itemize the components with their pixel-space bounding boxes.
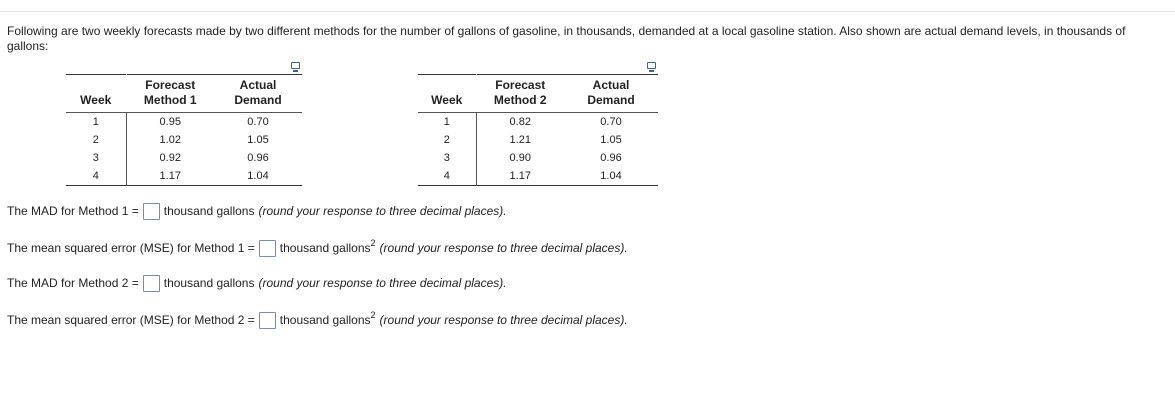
question-unit [164, 276, 255, 290]
cell-week: 2 [418, 131, 476, 149]
copy-table-icon[interactable] [291, 62, 300, 69]
question-unit [279, 238, 376, 255]
mad-method-2-input[interactable] [143, 275, 160, 292]
table-method-2 [418, 74, 658, 186]
header-forecast [126, 75, 214, 113]
cell-week: 1 [418, 113, 476, 132]
header-forecast-line2: Method 2 [493, 93, 547, 107]
table-row [418, 131, 658, 149]
unit-text: thousand gallons [279, 241, 371, 255]
problem-intro: Following are two weekly forecasts made by two different methods for the number of gallons of gasoline, in thousands, demanded at a local gasoline station. Also shown are actual demand levels, in thousands of gallons: [7, 24, 1126, 53]
copy-table-icon[interactable] [647, 62, 656, 69]
header-forecast-line1: Forecast [145, 78, 196, 92]
header-actual-line2: Demand [234, 93, 282, 107]
cell-week: 1 [66, 113, 126, 132]
header-week: Week [418, 75, 476, 113]
unit-text: thousand gallons [163, 204, 255, 218]
header-forecast [476, 75, 564, 113]
table-row [418, 167, 658, 186]
header-actual-line1: Actual [592, 78, 630, 92]
cell-actual: 0.70 [600, 116, 622, 128]
unit-superscript: 2 [370, 238, 376, 248]
header-actual-line2: Demand [587, 93, 635, 107]
top-divider [0, 11, 1175, 12]
header-forecast-line2: Method 1 [143, 93, 197, 107]
cell-week: 3 [418, 149, 476, 167]
table-method-1 [66, 74, 302, 186]
table-row [418, 149, 658, 167]
question-instruction: (round your response to three decimal places). [258, 204, 507, 218]
cell-actual: 0.70 [247, 116, 269, 128]
cell-week: 4 [418, 167, 476, 186]
question-instruction: (round your response to three decimal places). [379, 313, 628, 327]
mad-method-1-input[interactable] [143, 203, 160, 220]
table-row [66, 167, 302, 186]
question-prompt: The mean squared error (MSE) for Method 2 = [7, 313, 255, 327]
question-prompt: The mean squared error (MSE) for Method 1 = [7, 241, 255, 255]
cell-forecast: 0.95 [159, 116, 181, 128]
cell-forecast: 1.17 [509, 170, 531, 182]
header-forecast-line1: Forecast [495, 78, 546, 92]
cell-actual: 0.96 [247, 152, 269, 164]
question-prompt: The MAD for Method 1 = [7, 204, 139, 218]
question-instruction: (round your response to three decimal places). [379, 241, 628, 255]
cell-forecast: 0.90 [509, 152, 531, 164]
table-header-row [418, 75, 658, 113]
mse-method-1-input[interactable] [259, 240, 276, 257]
header-actual [214, 75, 302, 113]
question-mse-method-2 [7, 310, 628, 330]
question-mse-method-1 [7, 238, 628, 258]
cell-actual: 1.04 [600, 170, 622, 182]
cell-forecast: 1.17 [159, 170, 181, 182]
cell-forecast: 1.02 [159, 134, 181, 146]
cell-week: 3 [66, 149, 126, 167]
header-actual-line1: Actual [239, 78, 277, 92]
question-unit [279, 310, 376, 327]
table-row [66, 113, 302, 132]
header-actual [564, 75, 658, 113]
cell-week: 2 [66, 131, 126, 149]
unit-superscript: 2 [370, 310, 376, 320]
header-week: Week [66, 75, 126, 113]
table-row [418, 113, 658, 132]
question-prompt: The MAD for Method 2 = [7, 276, 139, 290]
cell-week: 4 [66, 167, 126, 186]
unit-text: thousand gallons [163, 276, 255, 290]
table-row [66, 149, 302, 167]
cell-actual: 1.05 [600, 134, 622, 146]
cell-actual: 1.05 [247, 134, 269, 146]
cell-actual: 1.04 [247, 170, 269, 182]
cell-forecast: 0.92 [159, 152, 181, 164]
question-mad-method-1 [7, 201, 507, 221]
question-instruction: (round your response to three decimal places). [258, 276, 507, 290]
cell-forecast: 0.82 [509, 116, 531, 128]
unit-text: thousand gallons [279, 313, 371, 327]
table-row [66, 131, 302, 149]
question-mad-method-2 [7, 273, 507, 293]
mse-method-2-input[interactable] [259, 312, 276, 329]
question-unit [164, 204, 255, 218]
cell-actual: 0.96 [600, 152, 622, 164]
table-header-row [66, 75, 302, 113]
cell-forecast: 1.21 [509, 134, 531, 146]
